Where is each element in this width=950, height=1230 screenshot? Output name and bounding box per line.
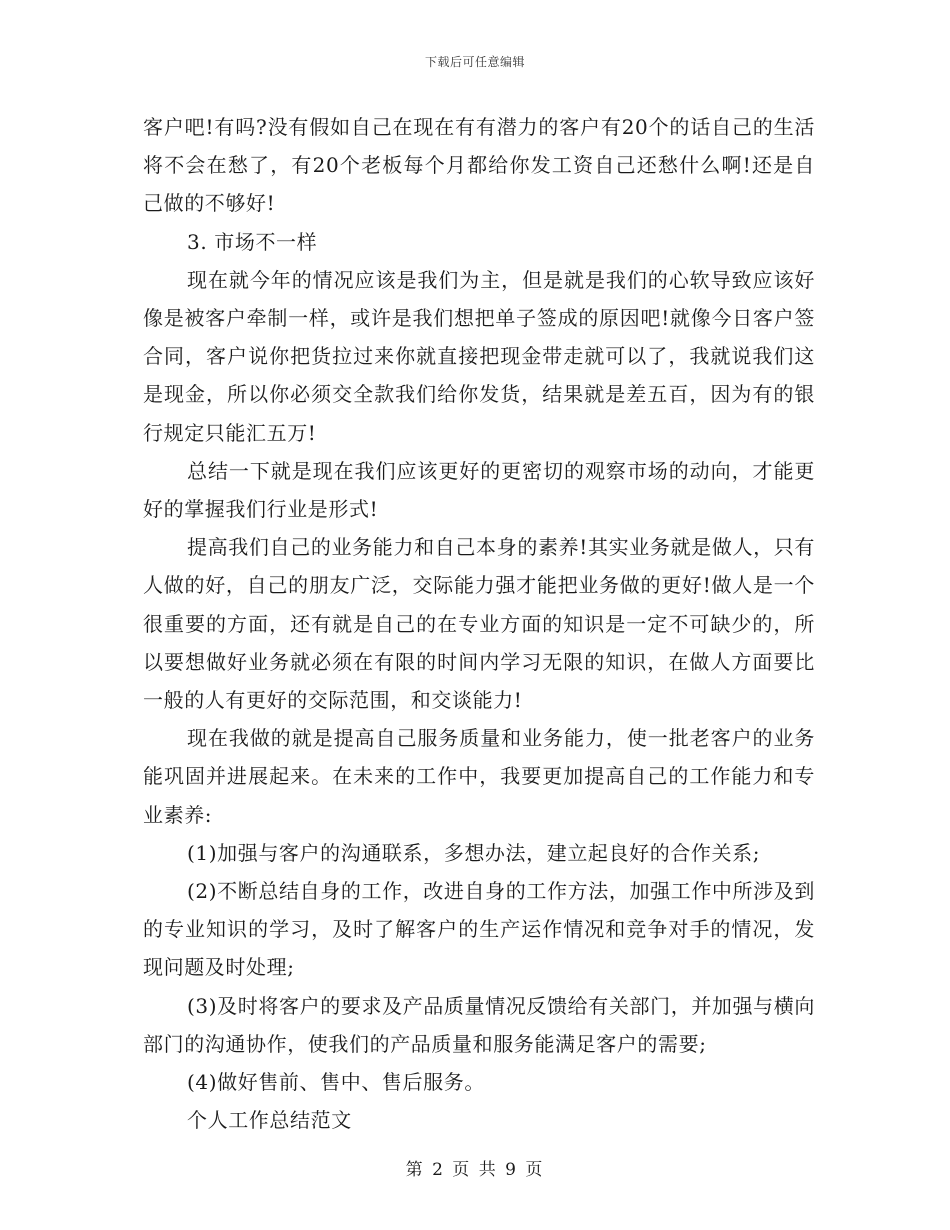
paragraph-4: 总结一下就是现在我们应该更好的更密切的观察市场的动向，才能更好的掌握我们行业是形式! bbox=[143, 458, 815, 522]
section-title-summary: 个人工作总结范文 bbox=[187, 1108, 352, 1133]
section-heading-market: 3. 市场不一样 bbox=[187, 229, 318, 254]
list-item-2: (2)不断总结自身的工作，改进自身的工作方法，加强工作中所涉及到的专业知识的学习，及时了解客户的生产运作情况和竞争对手的情况，发现问题及时处理; bbox=[143, 879, 815, 980]
paragraph-3: 现在就今年的情况应该是我们为主，但是就是我们的心软导致应该好像是被客户牵制一样，或许是我们想把单子签成的原因吧!就像今日客户签合同，客户说你把货拉过来你就直接把现金带走就可以了，我就说我们这是现金，所以你必须交全款我们给你发货，结果就是差五百，因为有的银行规定只能汇五万! bbox=[143, 267, 815, 445]
paragraph-6: 现在我做的就是提高自己服务质量和业务能力，使一批老客户的业务能巩固并进展起来。在未来的工作中，我要更加提高自己的工作能力和专业素养: bbox=[143, 726, 815, 827]
document-body bbox=[143, 108, 815, 1139]
list-item-4: (4)做好售前、售中、售后服务。 bbox=[187, 1070, 485, 1095]
page-footer: 第 2 页 共 9 页 bbox=[405, 1160, 545, 1180]
page-header: 下载后可任意编辑 bbox=[424, 55, 525, 69]
paragraph-5: 提高我们自己的业务能力和自己本身的素养!其实业务就是做人，只有人做的好，自己的朋友广泛，交际能力强才能把业务做的更好!做人是一个很重要的方面，还有就是自己的在专业方面的知识是一定不可缺少的，所以要想做好业务就必须在有限的时间内学习无限的知识，在做人方面要比一般的人有更好的交际范围，和交谈能力! bbox=[143, 535, 815, 713]
list-item-1: (1)加强与客户的沟通联系，多想办法，建立起良好的合作关系; bbox=[187, 840, 761, 865]
list-item-3: (3)及时将客户的要求及产品质量情况反馈给有关部门，并加强与横向部门的沟通协作，使我们的产品质量和服务能满足客户的需要; bbox=[143, 993, 815, 1056]
paragraph-1: 客户吧!有吗?没有假如自己在现在有有潜力的客户有20个的话自己的生活将不会在愁了，有20个老板每个月都给你发工资自己还愁什么啊!还是自己做的不够好! bbox=[143, 115, 815, 216]
